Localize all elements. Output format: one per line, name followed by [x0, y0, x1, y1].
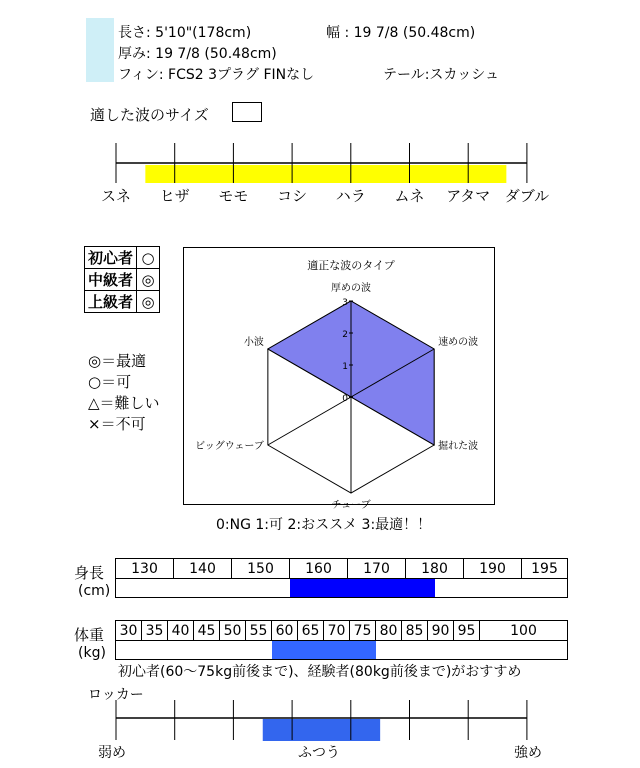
radar-axis-label: ビッグウェーブ [195, 441, 264, 452]
spec-color-swatch [86, 18, 114, 82]
weight-header-cell: 45 [194, 621, 220, 641]
spec-thickness: 厚み: 19 7/8 (50.48cm) [118, 46, 277, 62]
radar-axis-label: 小波 [243, 337, 264, 348]
weight-table [115, 620, 568, 660]
spec-length: 長さ: 5'10"(178cm) [118, 25, 252, 41]
rocker-range-bar [263, 719, 380, 741]
wave-size-box [232, 102, 262, 122]
mark-legend-hard: △＝難しい [88, 394, 160, 412]
radar-axis-label: 厚めの波 [331, 283, 371, 294]
weight-header-cell: 50 [220, 621, 246, 641]
mark-legend-ok: ○＝可 [88, 373, 132, 391]
weight-range-bar [272, 641, 376, 659]
level-mark: ○ [137, 247, 160, 269]
height-header-cell: 180 [406, 559, 464, 579]
mark-legend-ng: ×＝不可 [88, 415, 146, 433]
radar-axis-label: チューブ [331, 500, 371, 511]
height-bar-row [116, 579, 568, 598]
wave-size-tick-label: ハラ [335, 187, 366, 205]
radar-scale-label: 3 [342, 298, 348, 308]
weight-header-row [116, 621, 568, 641]
wave-size-tick-label: コシ [277, 187, 308, 205]
spec-fins: フィン: FCS2 3プラグ FINなし [118, 67, 315, 83]
height-header-row [116, 559, 568, 579]
weight-header-cell: 40 [168, 621, 194, 641]
wave-size-scale [0, 135, 640, 215]
spec-tail: テール:スカッシュ [383, 67, 500, 83]
height-range-bar [290, 579, 435, 597]
radar-chart [183, 247, 495, 511]
radar-scale-label: 0 [342, 394, 348, 404]
rocker-weak: 弱め [98, 745, 126, 761]
weight-header-cell: 85 [402, 621, 428, 641]
height-header-cell: 195 [522, 559, 568, 579]
level-mark: ◎ [137, 291, 160, 313]
height-table [115, 558, 568, 598]
wave-size-range-bar [145, 165, 506, 183]
weight-header-cell: 70 [324, 621, 350, 641]
height-label: 身長 [74, 564, 105, 582]
level-mark: ◎ [137, 269, 160, 291]
mark-legend-best: ◎＝最適 [88, 352, 147, 370]
rocker-normal: ふつう [298, 745, 340, 761]
weight-label: 体重 [74, 626, 105, 644]
weight-header-cell: 65 [298, 621, 324, 641]
level-row [85, 269, 160, 291]
radar-scale-label: 1 [342, 362, 348, 372]
level-name: 上級者 [85, 291, 137, 313]
level-name: 初心者 [85, 247, 137, 269]
wave-size-tick-label: ダブル [504, 187, 550, 205]
spec-width: 幅 : 19 7/8 (50.48cm) [326, 25, 476, 41]
weight-header-cell: 95 [454, 621, 480, 641]
weight-header-cell: 100 [480, 621, 568, 641]
height-header-cell: 150 [232, 559, 290, 579]
wave-size-tick-label: スネ [100, 187, 132, 205]
weight-bar-row [116, 641, 568, 660]
height-unit: (cm) [78, 583, 111, 599]
rocker-label: ロッカー [88, 687, 144, 703]
radar-axis-label: 掘れた波 [438, 441, 479, 452]
height-header-cell: 190 [464, 559, 522, 579]
weight-note: 初心者(60〜75kg前後まで)、経験者(80kg前後まで)がおすすめ [118, 664, 522, 680]
radar-caption: 0:NG 1:可 2:おススメ 3:最適！！ [216, 517, 432, 533]
level-row [85, 291, 160, 313]
wave-size-tick-label: ヒザ [159, 187, 190, 205]
radar-scale-label: 2 [342, 330, 348, 340]
weight-header-cell: 55 [246, 621, 272, 641]
height-header-cell: 140 [174, 559, 232, 579]
wave-size-label: 適した波のサイズ [90, 106, 209, 124]
height-header-cell: 170 [348, 559, 406, 579]
height-header-cell: 160 [290, 559, 348, 579]
wave-size-tick-label: アタマ [446, 187, 491, 205]
wave-size-tick-label: ムネ [394, 187, 425, 205]
weight-header-cell: 80 [376, 621, 402, 641]
weight-header-cell: 35 [142, 621, 168, 641]
level-name: 中級者 [85, 269, 137, 291]
wave-size-tick-label: モモ [218, 187, 249, 205]
rocker-strong: 強め [514, 745, 542, 761]
radar-title: 適正な波のタイプ [307, 259, 395, 272]
radar-axis-label: 速めの波 [438, 337, 479, 348]
weight-header-cell: 30 [116, 621, 142, 641]
level-row [85, 247, 160, 269]
height-header-cell: 130 [116, 559, 174, 579]
weight-header-cell: 60 [272, 621, 298, 641]
weight-header-cell: 90 [428, 621, 454, 641]
level-table [84, 246, 160, 313]
weight-header-cell: 75 [350, 621, 376, 641]
weight-unit: (kg) [78, 645, 106, 661]
